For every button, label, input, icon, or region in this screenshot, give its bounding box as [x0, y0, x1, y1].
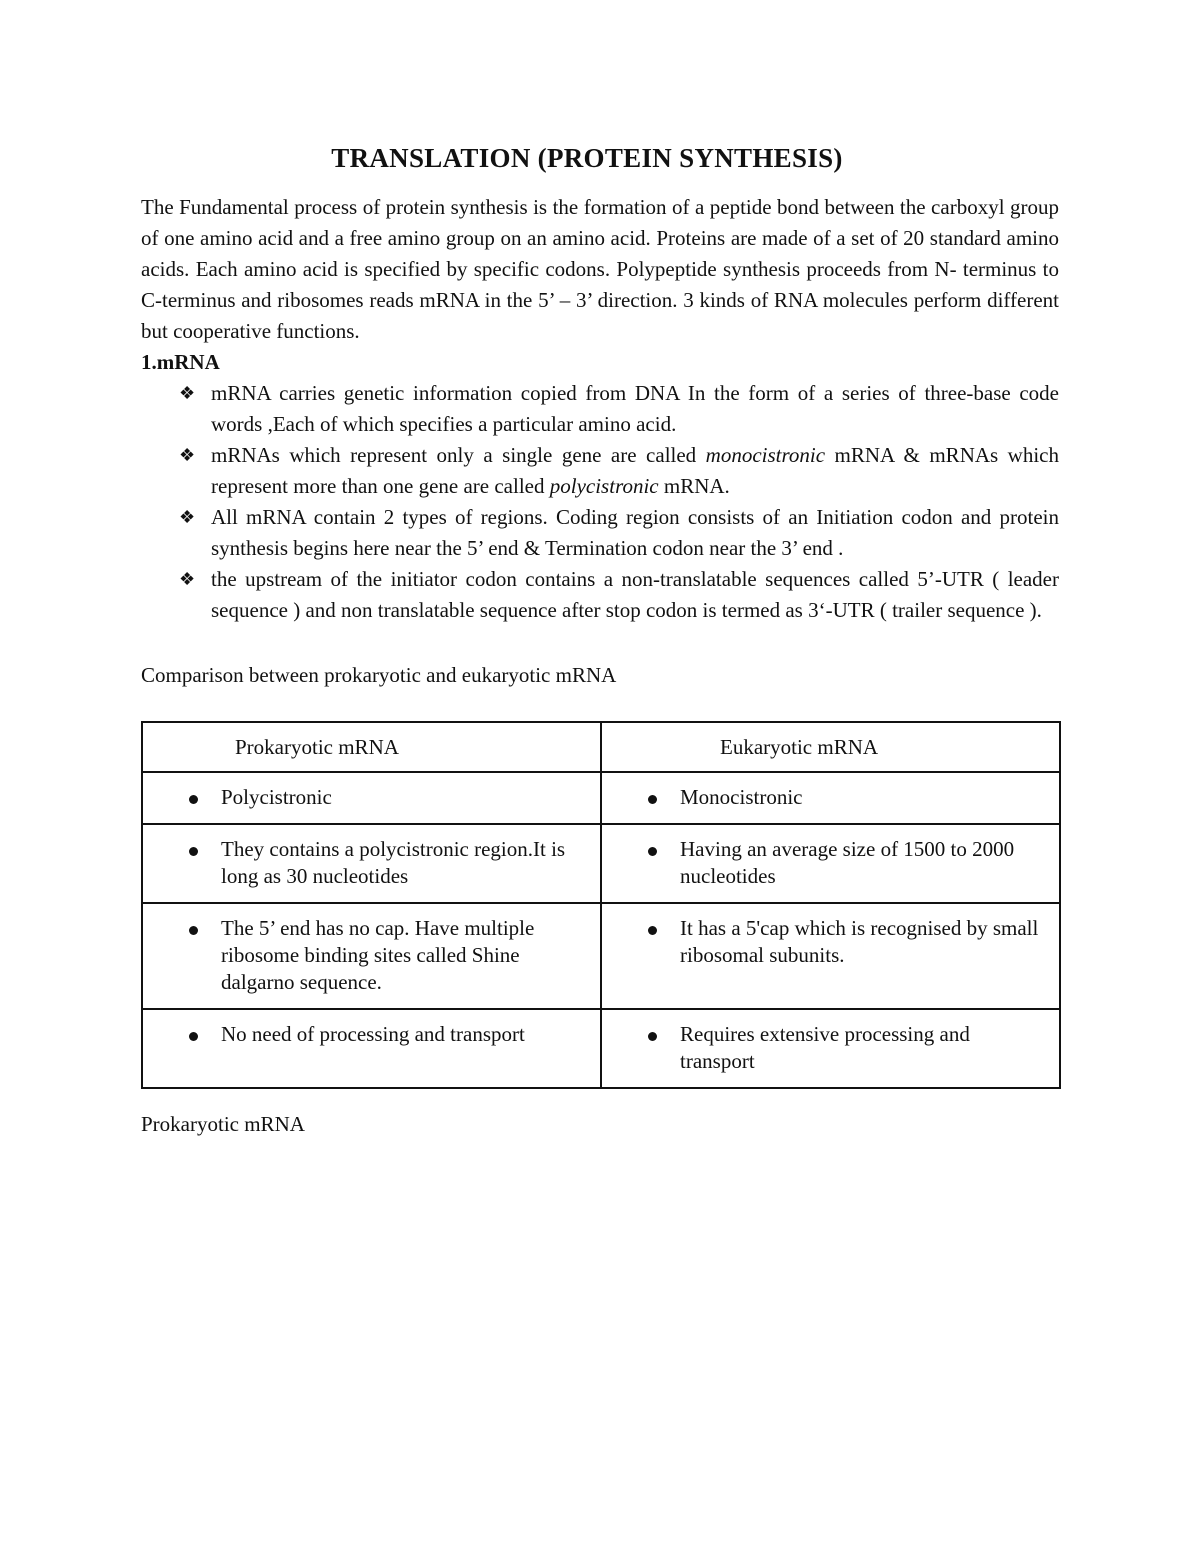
bullet-dot-icon — [648, 847, 657, 856]
cell-text: Requires extensive processing and transport — [680, 1022, 970, 1073]
column-header-eukaryotic: Eukaryotic mRNA — [601, 722, 1060, 772]
table-cell — [601, 903, 1060, 1009]
table-cell — [601, 824, 1060, 903]
table-row — [142, 1009, 1060, 1088]
page-title: TRANSLATION (PROTEIN SYNTHESIS) — [331, 143, 843, 173]
cell-text: Having an average size of 1500 to 2000 nucleotides — [680, 837, 1015, 888]
bullet-text: the upstream of the initiator codon contains a non-translatable sequences called 5’-UTR ( leader sequence ) and non translatable sequence after stop codon is termed as 3‘-UTR ( trailer sequence ). — [211, 567, 1059, 622]
table-cell — [142, 772, 601, 824]
bullet-dot-icon — [648, 926, 657, 935]
table-header-row — [142, 722, 1060, 772]
bullet-dot-icon — [189, 926, 198, 935]
bullet-dot-icon — [189, 847, 198, 856]
diamond-bullet-icon: ❖ — [179, 569, 196, 589]
comparison-caption: Comparison between prokaryotic and eukaryotic mRNA — [141, 663, 617, 687]
bullet-text-part: mRNA & mRNAs which represent more than one gene are called — [211, 443, 1059, 498]
bullet-text-part: mRNAs which represent only a single gene are called — [211, 443, 706, 467]
diamond-bullet-icon: ❖ — [179, 507, 196, 527]
term-polycistronic: polycistronic — [549, 474, 659, 498]
closing-heading: Prokaryotic mRNA — [141, 1112, 305, 1136]
table-cell — [601, 772, 1060, 824]
bullet-dot-icon — [189, 795, 198, 804]
diamond-bullet-icon: ❖ — [179, 445, 196, 465]
list-item — [141, 502, 1059, 564]
bullet-text: mRNA carries genetic information copied from DNA In the form of a series of three-base code words ,Each of which specifies a particular amino acid. — [211, 381, 1059, 436]
term-monocistronic: monocistronic — [705, 443, 826, 467]
cell-text: They contains a polycistronic region.It is long as 30 nucleotides — [221, 837, 566, 888]
table-cell — [142, 1009, 601, 1088]
bullet-text-part: mRNA. — [658, 474, 730, 498]
table-cell — [142, 903, 601, 1009]
bullet-dot-icon — [648, 795, 657, 804]
table-row — [142, 903, 1060, 1009]
cell-text: No need of processing and transport — [221, 1022, 525, 1046]
comparison-table — [141, 721, 1061, 1089]
cell-text: The 5’ end has no cap. Have multiple ribosome binding sites called Shine dalgarno sequence. — [221, 916, 535, 994]
cell-text: Polycistronic — [221, 785, 332, 809]
mrna-bullet-list — [141, 378, 1059, 626]
intro-paragraph: The Fundamental process of protein synthesis is the formation of a peptide bond between the carboxyl group of one amino acid and a free amino group on an amino acid. Proteins are made of a set of 20 standard amino acids. Each amino acid is specified by specific codons. Polypeptide synthesis proceeds from N- terminus to C-terminus and ribosomes reads mRNA in the 5’ – 3’ direction. 3 kinds of RNA molecules perform different but cooperative functions. — [141, 195, 1059, 343]
list-item — [141, 440, 1059, 502]
list-item — [141, 378, 1059, 440]
list-item — [141, 564, 1059, 626]
cell-text: It has a 5'cap which is recognised by small ribosomal subunits. — [680, 916, 1039, 967]
section-heading-mrna: 1.mRNA — [141, 350, 220, 374]
bullet-dot-icon — [648, 1032, 657, 1041]
column-header-prokaryotic: Prokaryotic mRNA — [142, 722, 601, 772]
table-cell — [601, 1009, 1060, 1088]
table-row — [142, 824, 1060, 903]
table-cell — [142, 824, 601, 903]
cell-text: Monocistronic — [680, 785, 803, 809]
bullet-dot-icon — [189, 1032, 198, 1041]
table-row — [142, 772, 1060, 824]
diamond-bullet-icon: ❖ — [179, 383, 196, 403]
bullet-text: All mRNA contain 2 types of regions. Coding region consists of an Initiation codon and protein synthesis begins here near the 5’ end & Termination codon near the 3’ end . — [211, 505, 1059, 560]
